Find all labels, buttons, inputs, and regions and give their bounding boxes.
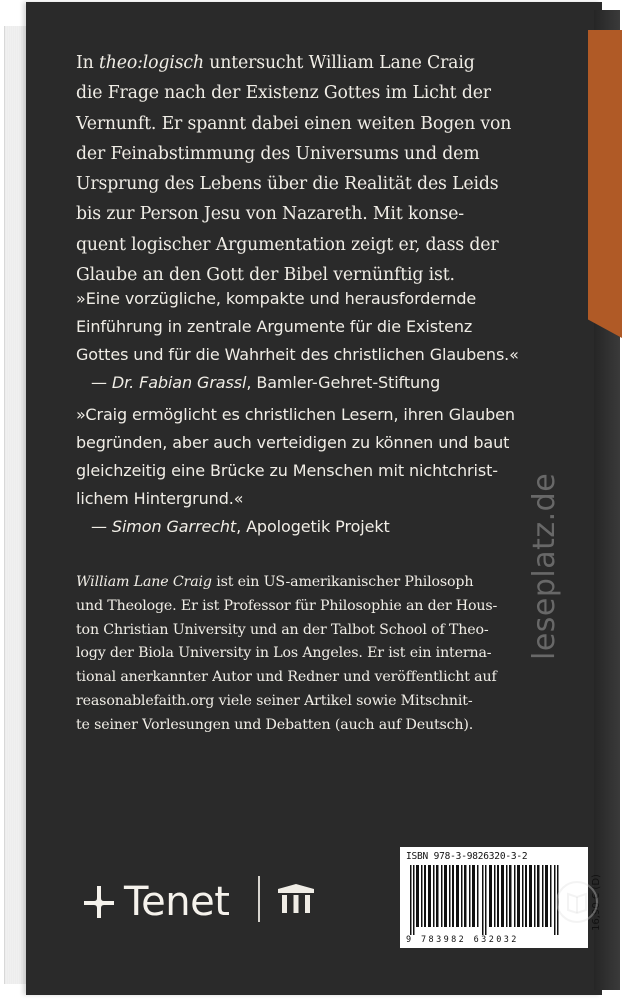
bio-line: logy der Biola University in Los Angeles. Er ist ein interna- [76,645,492,662]
watermark-text: leseplatz.de [527,472,562,660]
quote-attribution: — Dr. Fabian Grassl, Bamler-Gehret-Stiftung [91,373,441,392]
intro-line: bis zur Person Jesu von Nazareth. Mit konse- [76,204,464,225]
quote-grassl [76,285,596,397]
intro-line: die Frage nach der Existenz Gottes im Licht der [76,83,491,104]
bio-line: und Theologe. Er ist Professor für Philosophie an der Hous- [76,597,498,614]
intro-line: Glaube an den Gott der Bibel vernünftig ist. [76,265,455,286]
quote-line: Einführung in zentrale Argumente für die Existenz [76,317,473,336]
quote-line: lichem Hintergrund.« [76,489,244,508]
intro-paragraph [76,48,588,290]
quote-author: Dr. Fabian Grassl [111,373,247,392]
bio-line: William Lane Craig ist ein US-amerikanischer Philosoph [76,574,474,590]
intro-line: Ursprung des Lebens über die Realität des Leids [76,174,499,195]
quote-line: Gottes und für die Wahrheit des christlichen Glaubens.« [76,345,519,364]
intro-line: quent logischer Argumentation zeigt er, dass der [76,234,499,255]
quote-line: begründen, aber auch verteidigen zu können und baut [76,433,510,452]
column-building-icon [276,883,316,917]
quote-line: »Eine vorzügliche, kompakte und herausfordernde [76,289,477,308]
intro-line: In theo:logisch untersucht William Lane Craig [76,53,475,73]
bio-line: ton Christian University und an der Talbot School of Theo- [76,621,489,638]
bio-line: te seiner Vorlesungen und Debatten (auch auf Deutsch). [76,716,474,733]
quote-line: gleichzeitig eine Brücke zu Menschen mit nichtchrist- [76,461,498,480]
bio-line: tional anerkannter Autor und Redner und veröffentlicht auf [76,669,497,686]
bio-line: reasonablefaith.org viele seiner Artikel sowie Mitschnit- [76,692,473,709]
logo-divider [258,876,260,922]
intro-line: der Feinabstimmung des Universums und dem [76,143,480,164]
barcode-bars [406,865,564,935]
intro-line: Vernunft. Er spannt dabei einen weiten Bogen von [76,113,512,134]
isbn-number: ISBN 978-3-9826320-3-2 [406,851,528,862]
quote-author: Simon Garrecht [111,517,237,536]
quote-garrecht [76,401,596,541]
publisher-logo [82,872,229,932]
author-bio [76,571,596,738]
tenet-cross-icon [82,884,116,920]
price-label: 16,90 € (D) [590,874,602,931]
ean-digits: 9 783982 632032 [406,935,519,945]
publisher-name: Tenet [124,879,230,925]
book-icon [555,880,599,924]
quote-line: »Craig ermöglicht es christlichen Lesern, ihren Glauben [76,405,515,424]
quote-attribution: — Simon Garrecht, Apologetik Projekt [91,517,390,536]
